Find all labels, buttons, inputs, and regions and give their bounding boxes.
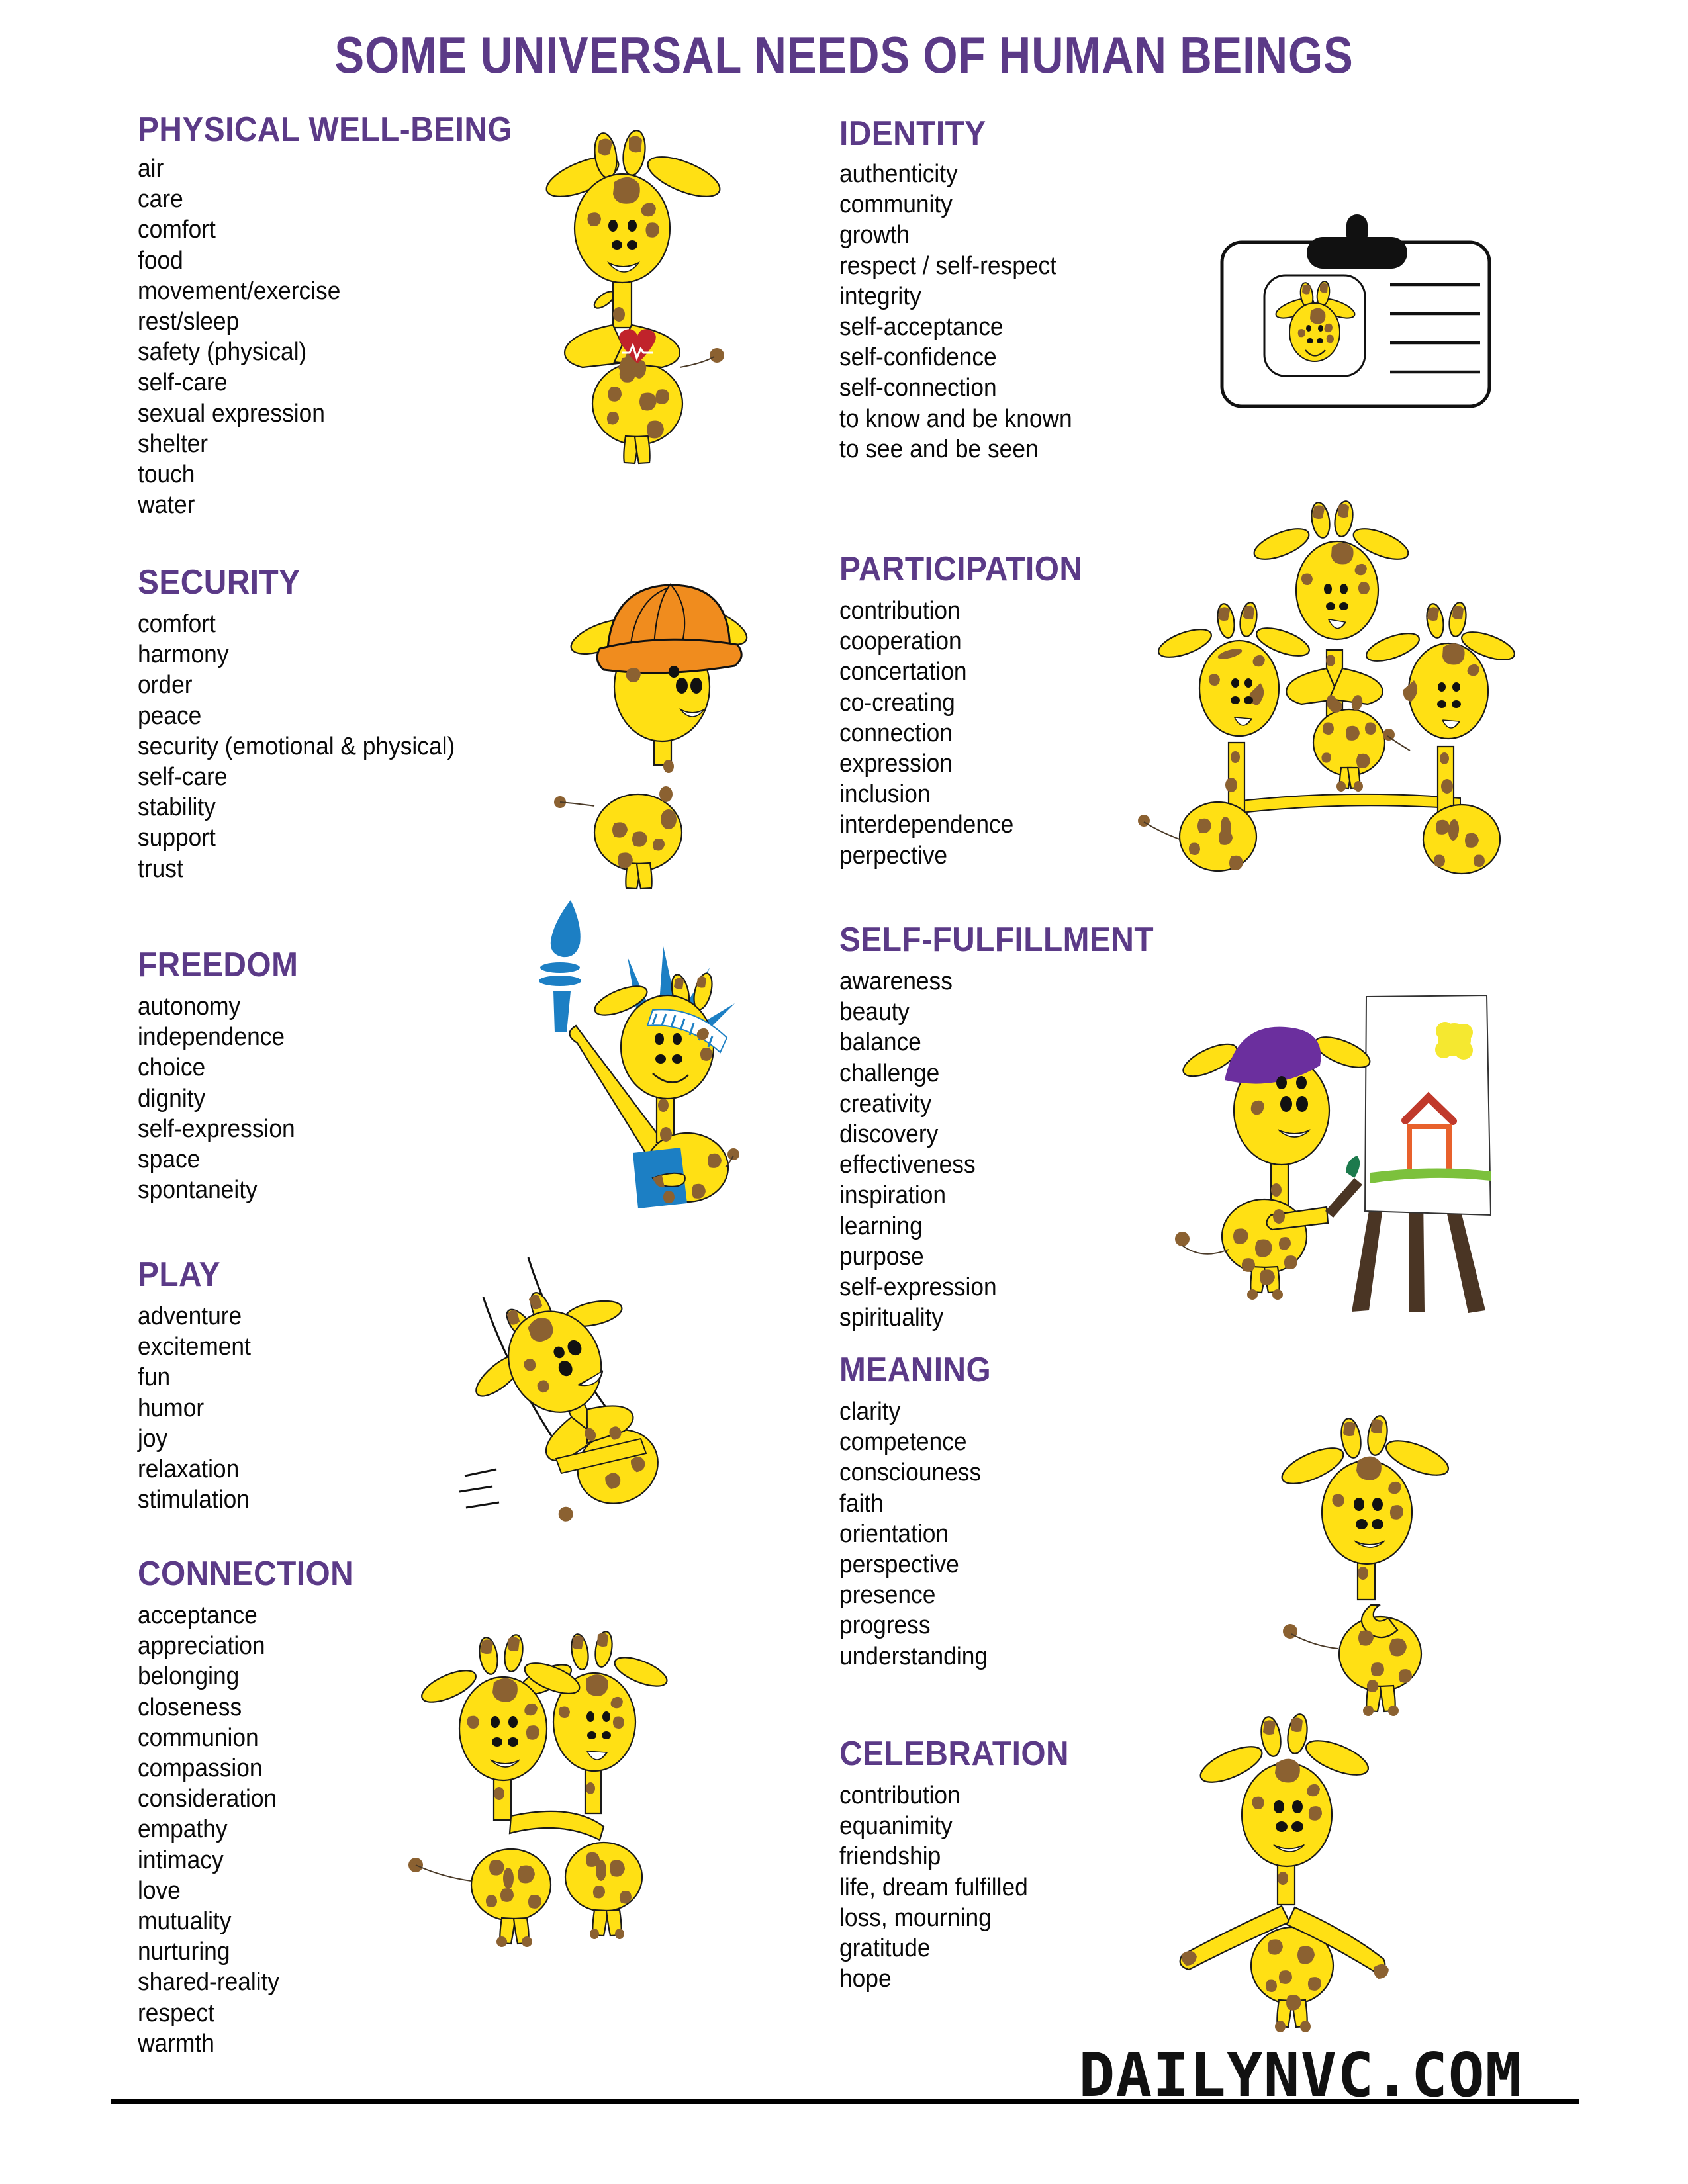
need-item: compassion xyxy=(138,1754,263,1783)
motion-lines xyxy=(459,1469,499,1508)
need-item: clarity xyxy=(839,1398,901,1426)
two-giraffes-illustration xyxy=(410,1608,688,1966)
need-item: choice xyxy=(138,1054,206,1082)
need-item: discovery xyxy=(839,1120,939,1149)
need-item: space xyxy=(138,1146,201,1174)
need-item: presence xyxy=(839,1581,936,1610)
need-item: authenticity xyxy=(839,160,958,188)
badge-clip-icon xyxy=(1307,214,1407,269)
need-item: cooperation xyxy=(839,627,962,656)
paintbrush-icon xyxy=(1325,1156,1362,1218)
need-item: belonging xyxy=(138,1662,240,1691)
section-heading-self-fulfillment: SELF-FULFILLMENT xyxy=(839,921,1154,959)
need-item: growth xyxy=(839,221,910,250)
need-item: stability xyxy=(138,794,216,822)
need-item: harmony xyxy=(138,641,229,669)
giraffe-hard-hat-illustration xyxy=(556,569,774,880)
section-heading-identity: IDENTITY xyxy=(839,114,986,153)
need-item: to see and be seen xyxy=(839,435,1039,463)
need-item: gratitude xyxy=(839,1934,931,1963)
need-item: spontaneity xyxy=(138,1176,258,1205)
need-item: expression xyxy=(839,750,953,778)
section-heading-celebration: CELEBRATION xyxy=(839,1735,1070,1773)
need-item: integrity xyxy=(839,282,921,310)
need-item: challenge xyxy=(839,1059,940,1087)
need-list-identity xyxy=(839,159,1090,465)
need-item: self-connection xyxy=(839,374,997,402)
need-item: equanimity xyxy=(839,1812,953,1841)
need-item: excitement xyxy=(138,1333,251,1361)
need-item: awareness xyxy=(839,968,953,995)
need-item: nurturing xyxy=(138,1938,230,1966)
need-item: inclusion xyxy=(839,780,931,809)
need-item: comfort xyxy=(138,610,216,638)
giraffe-on-swing-illustration xyxy=(457,1244,695,1522)
need-item: self-care xyxy=(138,369,228,397)
section-heading-play: PLAY xyxy=(138,1255,221,1294)
need-item: perspective xyxy=(839,1551,959,1579)
need-item: friendship xyxy=(839,1843,941,1871)
need-item: mutuality xyxy=(138,1907,232,1936)
need-item: contribution xyxy=(839,1782,961,1809)
need-item: shelter xyxy=(138,430,209,458)
giraffe-painter-illustration xyxy=(1152,960,1489,1317)
need-item: fun xyxy=(138,1363,171,1392)
need-item: independence xyxy=(138,1023,285,1052)
need-item: perpective xyxy=(839,841,948,870)
need-item: interdependence xyxy=(839,811,1014,839)
need-item: humor xyxy=(138,1394,205,1422)
need-item: joy xyxy=(138,1424,168,1453)
need-item: stimulation xyxy=(138,1486,250,1514)
need-item: learning xyxy=(839,1212,923,1240)
need-item: contribution xyxy=(839,597,961,625)
need-item: acceptance xyxy=(138,1602,258,1629)
need-item: consciouness xyxy=(839,1459,982,1487)
need-item: concertation xyxy=(839,658,967,686)
need-item: self-care xyxy=(138,763,228,792)
need-item: trust xyxy=(138,854,183,883)
need-item: hope xyxy=(839,1965,892,1993)
need-item: respect / self-respect xyxy=(839,251,1056,280)
need-item: order xyxy=(138,671,193,700)
need-item: peace xyxy=(138,702,202,730)
need-item: purpose xyxy=(839,1242,924,1271)
need-item: self-expression xyxy=(839,1273,997,1302)
need-item: relaxation xyxy=(138,1455,240,1484)
need-item: water xyxy=(138,491,195,520)
need-item: dignity xyxy=(138,1084,206,1113)
need-list-security xyxy=(138,609,479,884)
need-item: food xyxy=(138,246,183,275)
need-item: spirituality xyxy=(839,1304,944,1332)
need-item: appreciation xyxy=(138,1632,265,1661)
need-item: comfort xyxy=(138,216,216,244)
need-item: to know and be known xyxy=(839,404,1072,433)
need-list-play xyxy=(138,1301,259,1515)
need-item: inspiration xyxy=(839,1181,947,1210)
need-item: air xyxy=(138,155,164,183)
need-item: balance xyxy=(839,1028,921,1057)
need-list-self-fulfillment xyxy=(839,966,1009,1333)
need-item: orientation xyxy=(839,1520,949,1548)
need-item: creativity xyxy=(839,1089,932,1118)
need-item: sexual expression xyxy=(138,399,325,428)
need-item: adventure xyxy=(138,1302,242,1330)
need-item: communion xyxy=(138,1723,259,1752)
need-item: touch xyxy=(138,461,195,489)
need-item: intimacy xyxy=(138,1846,224,1874)
need-item: closeness xyxy=(138,1693,242,1721)
need-list-celebration xyxy=(839,1780,1042,1994)
need-item: love xyxy=(138,1876,181,1905)
need-item: empathy xyxy=(138,1815,228,1844)
id-badge-illustration xyxy=(1217,210,1495,429)
giraffe-celebrating-illustration xyxy=(1172,1707,1397,2038)
need-item: faith xyxy=(839,1489,884,1518)
need-item: beauty xyxy=(839,998,910,1026)
need-item: progress xyxy=(839,1612,931,1640)
section-heading-freedom: FREEDOM xyxy=(138,946,299,984)
need-item: co-creating xyxy=(839,688,955,717)
need-item: connection xyxy=(839,719,953,747)
hard-hat-icon xyxy=(597,584,741,673)
section-heading-security: SECURITY xyxy=(138,563,301,602)
need-item: movement/exercise xyxy=(138,277,341,305)
section-heading-participation: PARTICIPATION xyxy=(839,550,1083,588)
section-heading-meaning: MEANING xyxy=(839,1351,992,1389)
need-list-freedom xyxy=(138,991,307,1205)
need-item: competence xyxy=(839,1428,967,1457)
liberty-torch-icon xyxy=(539,900,581,1032)
need-item: safety (physical) xyxy=(138,338,307,367)
three-giraffes-illustration xyxy=(1125,490,1496,874)
need-item: self-confidence xyxy=(839,343,997,372)
giraffe-holding-heart-illustration xyxy=(526,122,751,453)
need-item: effectiveness xyxy=(839,1151,976,1179)
need-item: care xyxy=(138,185,183,214)
painted-sun xyxy=(1435,1022,1473,1060)
need-item: autonomy xyxy=(138,993,241,1021)
brand-logo: DAILYNVC.COM xyxy=(1078,2040,1523,2111)
need-item: self-acceptance xyxy=(839,313,1004,341)
need-item: understanding xyxy=(839,1642,988,1670)
need-item: support xyxy=(138,824,216,852)
need-item: loss, mourning xyxy=(839,1903,992,1932)
need-list-physical-well-being xyxy=(138,154,355,520)
need-list-meaning xyxy=(839,1396,999,1672)
need-item: life, dream fulfilled xyxy=(839,1873,1028,1901)
need-list-connection xyxy=(138,1600,290,2059)
need-item: community xyxy=(839,191,953,219)
section-heading-connection: CONNECTION xyxy=(138,1555,354,1593)
need-list-participation xyxy=(839,596,1027,871)
page-title: SOME UNIVERSAL NEEDS OF HUMAN BEINGS xyxy=(334,26,1354,84)
giraffe-statue-of-liberty-illustration xyxy=(516,887,735,1224)
need-item: security (emotional & physical) xyxy=(138,732,455,760)
giraffe-thinking-illustration xyxy=(1274,1406,1493,1717)
need-item: respect xyxy=(138,1999,214,2027)
section-heading-physical-well-being: PHYSICAL WELL-BEING xyxy=(138,111,513,149)
need-item: rest/sleep xyxy=(138,308,240,336)
need-item: warmth xyxy=(138,2029,214,2058)
need-item: consideration xyxy=(138,1785,277,1813)
need-item: self-expression xyxy=(138,1115,295,1143)
need-item: shared-reality xyxy=(138,1968,280,1997)
canvas-painting xyxy=(1365,995,1491,1215)
